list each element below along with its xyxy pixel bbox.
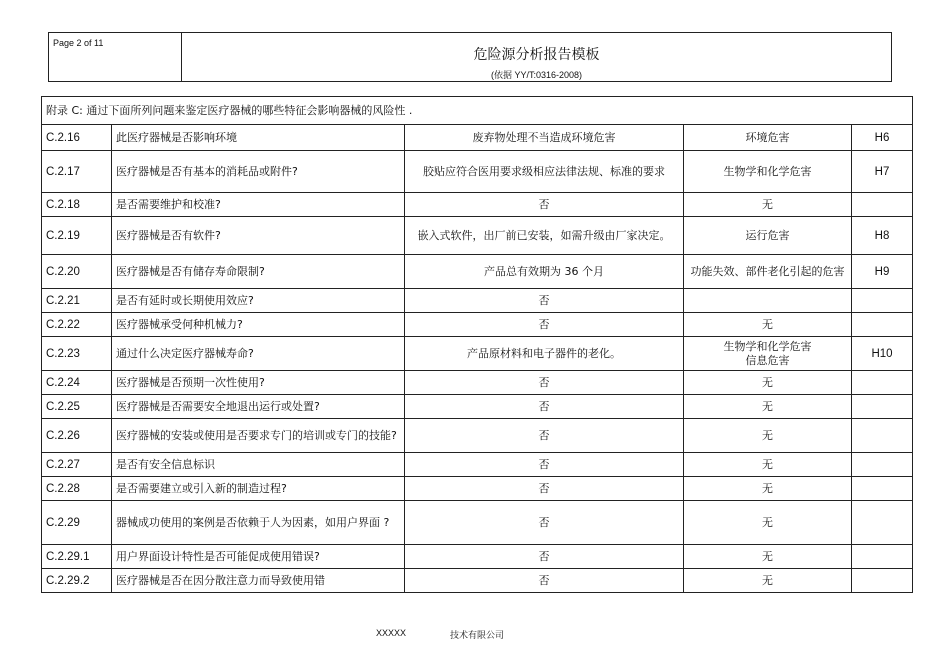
row-hazard [684,289,852,313]
row-question: 医疗器械承受何种机械力? [112,313,405,337]
document-header [48,32,892,82]
row-answer: 否 [405,313,684,337]
row-hazard: 无 [684,419,852,453]
row-answer: 废弃物处理不当造成环境危害 [405,125,684,151]
row-id: C.2.27 [42,453,112,477]
row-id: C.2.21 [42,289,112,313]
row-hazard-code [852,371,913,395]
row-question: 医疗器械的安装或使用是否要求专门的培训或专门的技能? [112,419,405,453]
row-hazard: 生物学和化学危害 [684,151,852,193]
row-hazard-code [852,477,913,501]
row-question: 用户界面设计特性是否可能促成使用错误? [112,545,405,569]
row-id: C.2.16 [42,125,112,151]
row-question: 医疗器械是否预期一次性使用? [112,371,405,395]
row-hazard: 无 [684,453,852,477]
table-row [42,289,913,313]
row-answer: 否 [405,477,684,501]
row-hazard-code [852,193,913,217]
row-id: C.2.25 [42,395,112,419]
row-hazard-code [852,289,913,313]
hazard-table [41,96,913,593]
company-suffix: 技术有限公司 [450,631,505,641]
table-row [42,255,913,289]
row-id: C.2.18 [42,193,112,217]
row-hazard-code [852,501,913,545]
row-answer: 产品总有效期为 36 个月 [405,255,684,289]
table-row [42,501,913,545]
row-id: C.2.29 [42,501,112,545]
row-answer: 否 [405,545,684,569]
row-hazard-code [852,569,913,593]
row-question: 是否需要建立或引入新的制造过程? [112,477,405,501]
row-id: C.2.29.1 [42,545,112,569]
row-question: 是否有延时或长期使用效应? [112,289,405,313]
row-question: 医疗器械是否在因分散注意力而导致使用错 [112,569,405,593]
table-row [42,569,913,593]
table-row [42,151,913,193]
row-answer: 产品原材料和电子器件的老化。 [405,337,684,371]
row-hazard: 功能失效、部件老化引起的危害 [684,255,852,289]
table-row [42,545,913,569]
appendix-row [42,97,913,125]
table-row [42,217,913,255]
row-hazard: 无 [684,313,852,337]
table-row [42,419,913,453]
row-id: C.2.23 [42,337,112,371]
row-id: C.2.17 [42,151,112,193]
row-answer: 胶贴应符合医用要求级相应法律法规、标准的要求 [405,151,684,193]
row-answer: 否 [405,371,684,395]
row-answer: 否 [405,453,684,477]
row-hazard-code: H7 [852,151,913,193]
row-id: C.2.24 [42,371,112,395]
row-id: C.2.26 [42,419,112,453]
row-hazard: 无 [684,371,852,395]
row-answer: 嵌入式软件，出厂前已安装，如需升级由厂家决定。 [405,217,684,255]
row-question: 是否有安全信息标识 [112,453,405,477]
table-row [42,453,913,477]
row-hazard-code: H9 [852,255,913,289]
row-id: C.2.28 [42,477,112,501]
row-id: C.2.22 [42,313,112,337]
row-hazard-code [852,419,913,453]
row-question: 通过什么决定医疗器械寿命? [112,337,405,371]
row-id: C.2.29.2 [42,569,112,593]
title-box [182,33,891,81]
row-question: 器械成功使用的案例是否依赖于人为因素，如用户界面 ? [112,501,405,545]
row-hazard: 无 [684,545,852,569]
table-row [42,477,913,501]
document-title: 危险源分析报告模板 [473,47,600,63]
table-row [42,125,913,151]
row-answer: 否 [405,395,684,419]
row-id: C.2.20 [42,255,112,289]
table-row [42,193,913,217]
row-answer: 否 [405,289,684,313]
row-answer: 否 [405,501,684,545]
page-number: Page 2 of 11 [49,33,182,81]
table-row [42,395,913,419]
row-question: 医疗器械是否有软件? [112,217,405,255]
row-hazard-code [852,395,913,419]
document-subtitle: (依据 YY/T:0316-2008) [490,70,583,80]
table-row [42,371,913,395]
row-hazard: 无 [684,501,852,545]
table-row [42,313,913,337]
row-hazard-code [852,453,913,477]
row-hazard-code: H6 [852,125,913,151]
row-question: 此医疗器械是否影响环境 [112,125,405,151]
row-hazard: 无 [684,395,852,419]
row-answer: 否 [405,419,684,453]
row-question: 是否需要维护和校准? [112,193,405,217]
row-hazard-code: H8 [852,217,913,255]
table-row [42,337,913,371]
row-hazard-code [852,313,913,337]
row-question: 医疗器械是否有储存寿命限制? [112,255,405,289]
row-hazard: 无 [684,569,852,593]
row-question: 医疗器械是否有基本的消耗品或附件? [112,151,405,193]
row-hazard-code [852,545,913,569]
row-hazard: 无 [684,477,852,501]
company-placeholder: XXXXX [376,628,407,638]
row-answer: 否 [405,569,684,593]
row-hazard: 生物学和化学危害 信息危害 [684,337,852,371]
row-hazard: 无 [684,193,852,217]
row-hazard: 环境危害 [684,125,852,151]
row-question: 医疗器械是否需要安全地退出运行或处置? [112,395,405,419]
row-hazard-code: H10 [852,337,913,371]
row-answer: 否 [405,193,684,217]
row-hazard: 运行危害 [684,217,852,255]
row-id: C.2.19 [42,217,112,255]
appendix-note: 附录 C: 通过下面所列问题来鉴定医疗器械的哪些特征会影响器械的风险性 . [42,97,913,125]
